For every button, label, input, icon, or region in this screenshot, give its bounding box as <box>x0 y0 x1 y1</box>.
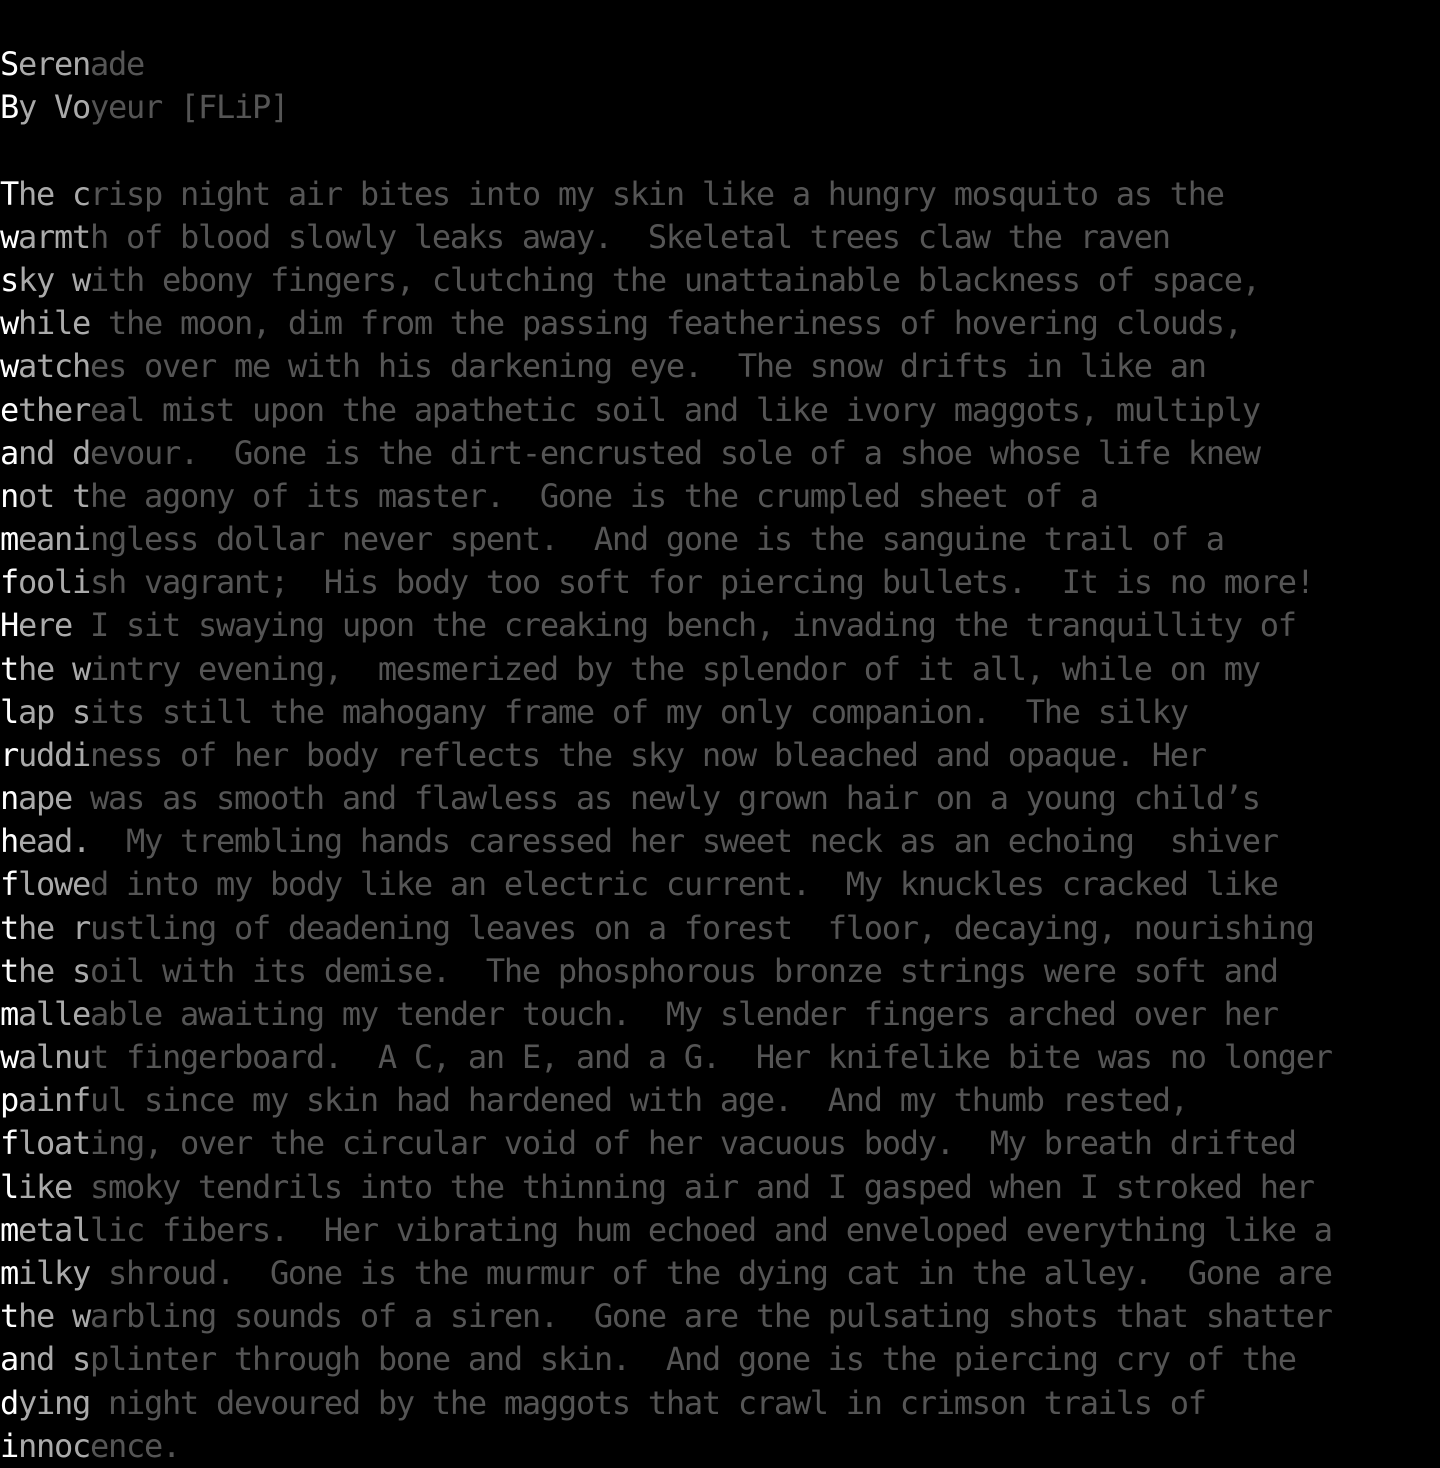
line-first-char: l <box>0 692 18 731</box>
line-first-char: w <box>0 304 18 343</box>
line-first-char: t <box>0 951 18 990</box>
line-fade-chars: eren <box>18 45 90 84</box>
line-fade-chars: armt <box>18 217 90 256</box>
line-body-text: was as smooth and flawless as newly grown hair on a young child’s <box>89 779 1260 818</box>
text-line <box>0 302 1440 345</box>
line-first-char: w <box>0 217 18 256</box>
line-body-text: shroud. Gone is the murmur of the dying cat in the alley. Gone are <box>89 1253 1332 1292</box>
line-fade-chars: alnu <box>18 1038 90 1077</box>
line-fade-chars: atch <box>18 347 90 386</box>
line-first-char: t <box>0 649 18 688</box>
line-fade-chars: ainf <box>18 1081 90 1120</box>
line-first-char: t <box>0 908 18 947</box>
line-first-char: d <box>0 1383 18 1422</box>
line-fade-chars: ther <box>18 390 90 429</box>
line-body-text: My trembling hands caressed her sweet neck as an echoing shiver <box>89 822 1278 861</box>
line-first-char: h <box>0 822 18 861</box>
line-first-char: B <box>0 88 18 127</box>
line-body-text: risp night air bites into my skin like a hungry mosquito as the <box>89 174 1224 213</box>
text-line <box>0 820 1440 863</box>
line-first-char: w <box>0 347 18 386</box>
line-body-text: ustling of deadening leaves on a forest floor, decaying, nourishing <box>89 908 1314 947</box>
line-fade-chars: nd s <box>18 1340 90 1379</box>
line-first-char: p <box>0 1081 18 1120</box>
line-body-text: the moon, dim from the passing featheriness of hovering clouds, <box>89 304 1242 343</box>
line-body-text: es over me with his darkening eye. The snow drifts in like an <box>89 347 1206 386</box>
text-line <box>0 1209 1440 1252</box>
text-line <box>0 518 1440 561</box>
line-first-char: f <box>0 563 18 602</box>
text-line <box>0 648 1440 691</box>
line-fade-chars: hile <box>18 304 90 343</box>
line-fade-chars: ere <box>18 606 90 645</box>
line-body-text: ngless dollar never spent. And gone is the sanguine trail of a <box>89 520 1224 559</box>
line-body-text: able awaiting my tender touch. My slender fingers arched over her <box>89 994 1278 1033</box>
text-line <box>0 173 1440 216</box>
line-body-text: arbling sounds of a siren. Gone are the pulsating shots that shatter <box>89 1297 1332 1336</box>
line-first-char: f <box>0 865 18 904</box>
line-first-char: t <box>0 1297 18 1336</box>
line-body-text: ing, over the circular void of her vacuous body. My breath drifted <box>89 1124 1296 1163</box>
line-fade-chars: he w <box>18 1297 90 1336</box>
text-line <box>0 43 1440 86</box>
text-line <box>0 1252 1440 1295</box>
line-fade-chars: ead. <box>18 822 90 861</box>
line-fade-chars: ky w <box>18 261 90 300</box>
line-fade-chars: ape <box>18 779 90 818</box>
line-body-text: I sit swaying upon the creaking bench, invading the tranquillity of <box>89 606 1296 645</box>
line-first-char: n <box>0 476 18 515</box>
line-body-text: t fingerboard. A C, an E, and a G. Her knifelike bite was no longer <box>89 1038 1332 1077</box>
line-fade-chars: ot t <box>18 476 90 515</box>
text-line <box>0 259 1440 302</box>
text-line <box>0 389 1440 432</box>
line-fade-chars: he w <box>18 649 90 688</box>
line-fade-chars: alle <box>18 994 90 1033</box>
text-line <box>0 345 1440 388</box>
text-line <box>0 432 1440 475</box>
line-first-char: l <box>0 1167 18 1206</box>
line-body-text: d into my body like an electric current. My knuckles cracked like <box>89 865 1278 904</box>
line-body-text: evour. Gone is the dirt-encrusted sole of a shoe whose life knew <box>89 433 1260 472</box>
line-fade-chars: he c <box>18 174 90 213</box>
line-body-text: ade <box>89 45 144 84</box>
line-first-char: m <box>0 520 18 559</box>
text-line <box>0 734 1440 777</box>
line-fade-chars: nnoc <box>18 1426 90 1465</box>
text-line <box>0 1295 1440 1338</box>
line-body-text: sh vagrant; His body too soft for piercing bullets. It is no more! <box>89 563 1314 602</box>
line-first-char: f <box>0 1124 18 1163</box>
text-line <box>0 561 1440 604</box>
line-fade-chars: he s <box>18 951 90 990</box>
line-body-text: smoky tendrils into the thinning air and I gasped when I stroked her <box>89 1167 1314 1206</box>
text-line <box>0 475 1440 518</box>
line-first-char: m <box>0 1210 18 1249</box>
line-body-text: oil with its demise. The phosphorous bronze strings were soft and <box>89 951 1278 990</box>
line-first-char: w <box>0 1038 18 1077</box>
line-first-char: m <box>0 994 18 1033</box>
line-body-text: ness of her body reflects the sky now bleached and opaque. Her <box>89 735 1206 774</box>
line-body-text: ence. <box>89 1426 180 1465</box>
line-body-text: night devoured by the maggots that crawl in crimson trails of <box>89 1383 1206 1422</box>
line-first-char: r <box>0 735 18 774</box>
line-fade-chars: uddi <box>18 735 90 774</box>
text-line <box>0 130 1440 173</box>
text-line <box>0 0 1440 43</box>
line-first-char: S <box>0 45 18 84</box>
line-first-char: n <box>0 779 18 818</box>
line-body-text: ith ebony fingers, clutching the unattainable blackness of space, <box>89 261 1260 300</box>
line-body-text: ul since my skin had hardened with age. And my thumb rested, <box>89 1081 1188 1120</box>
text-line <box>0 1166 1440 1209</box>
line-first-char: i <box>0 1426 18 1465</box>
line-body-text: he agony of its master. Gone is the crumpled sheet of a <box>89 476 1098 515</box>
line-body-text: eal mist upon the apathetic soil and like ivory maggots, multiply <box>89 390 1260 429</box>
text-line <box>0 1122 1440 1165</box>
line-fade-chars: ike <box>18 1167 90 1206</box>
text-line <box>0 216 1440 259</box>
line-fade-chars: loat <box>18 1124 90 1163</box>
line-fade-chars: ilky <box>18 1253 90 1292</box>
text-line <box>0 777 1440 820</box>
line-first-char: m <box>0 1253 18 1292</box>
line-fade-chars: ap s <box>18 692 90 731</box>
line-fade-chars: y Vo <box>18 88 90 127</box>
text-line <box>0 993 1440 1036</box>
line-first-char: a <box>0 1340 18 1379</box>
line-first-char: T <box>0 174 18 213</box>
text-line <box>0 86 1440 129</box>
line-fade-chars: ying <box>18 1383 90 1422</box>
line-body-text: h of blood slowly leaks away. Skeletal trees claw the raven <box>89 217 1170 256</box>
line-body-text: lic fibers. Her vibrating hum echoed and enveloped everything like a <box>89 1210 1332 1249</box>
text-line <box>0 691 1440 734</box>
line-body-text: plinter through bone and skin. And gone is the piercing cry of the <box>89 1340 1296 1379</box>
line-body-text: its still the mahogany frame of my only companion. The silky <box>89 692 1188 731</box>
line-first-char: a <box>0 433 18 472</box>
text-line <box>0 1079 1440 1122</box>
line-fade-chars: he r <box>18 908 90 947</box>
text-line <box>0 907 1440 950</box>
text-line <box>0 863 1440 906</box>
text-line <box>0 1382 1440 1425</box>
text-line <box>0 1036 1440 1079</box>
line-fade-chars: nd d <box>18 433 90 472</box>
line-fade-chars: eani <box>18 520 90 559</box>
line-fade-chars: lowe <box>18 865 90 904</box>
line-first-char: e <box>0 390 18 429</box>
line-first-char: H <box>0 606 18 645</box>
text-line <box>0 604 1440 647</box>
line-fade-chars: etal <box>18 1210 90 1249</box>
text-line <box>0 1425 1440 1468</box>
line-fade-chars: ooli <box>18 563 90 602</box>
line-body-text: yeur [FLiP] <box>89 88 288 127</box>
line-first-char: s <box>0 261 18 300</box>
text-line <box>0 950 1440 993</box>
text-line <box>0 1338 1440 1381</box>
line-body-text: intry evening, mesmerized by the splendor of it all, while on my <box>89 649 1260 688</box>
